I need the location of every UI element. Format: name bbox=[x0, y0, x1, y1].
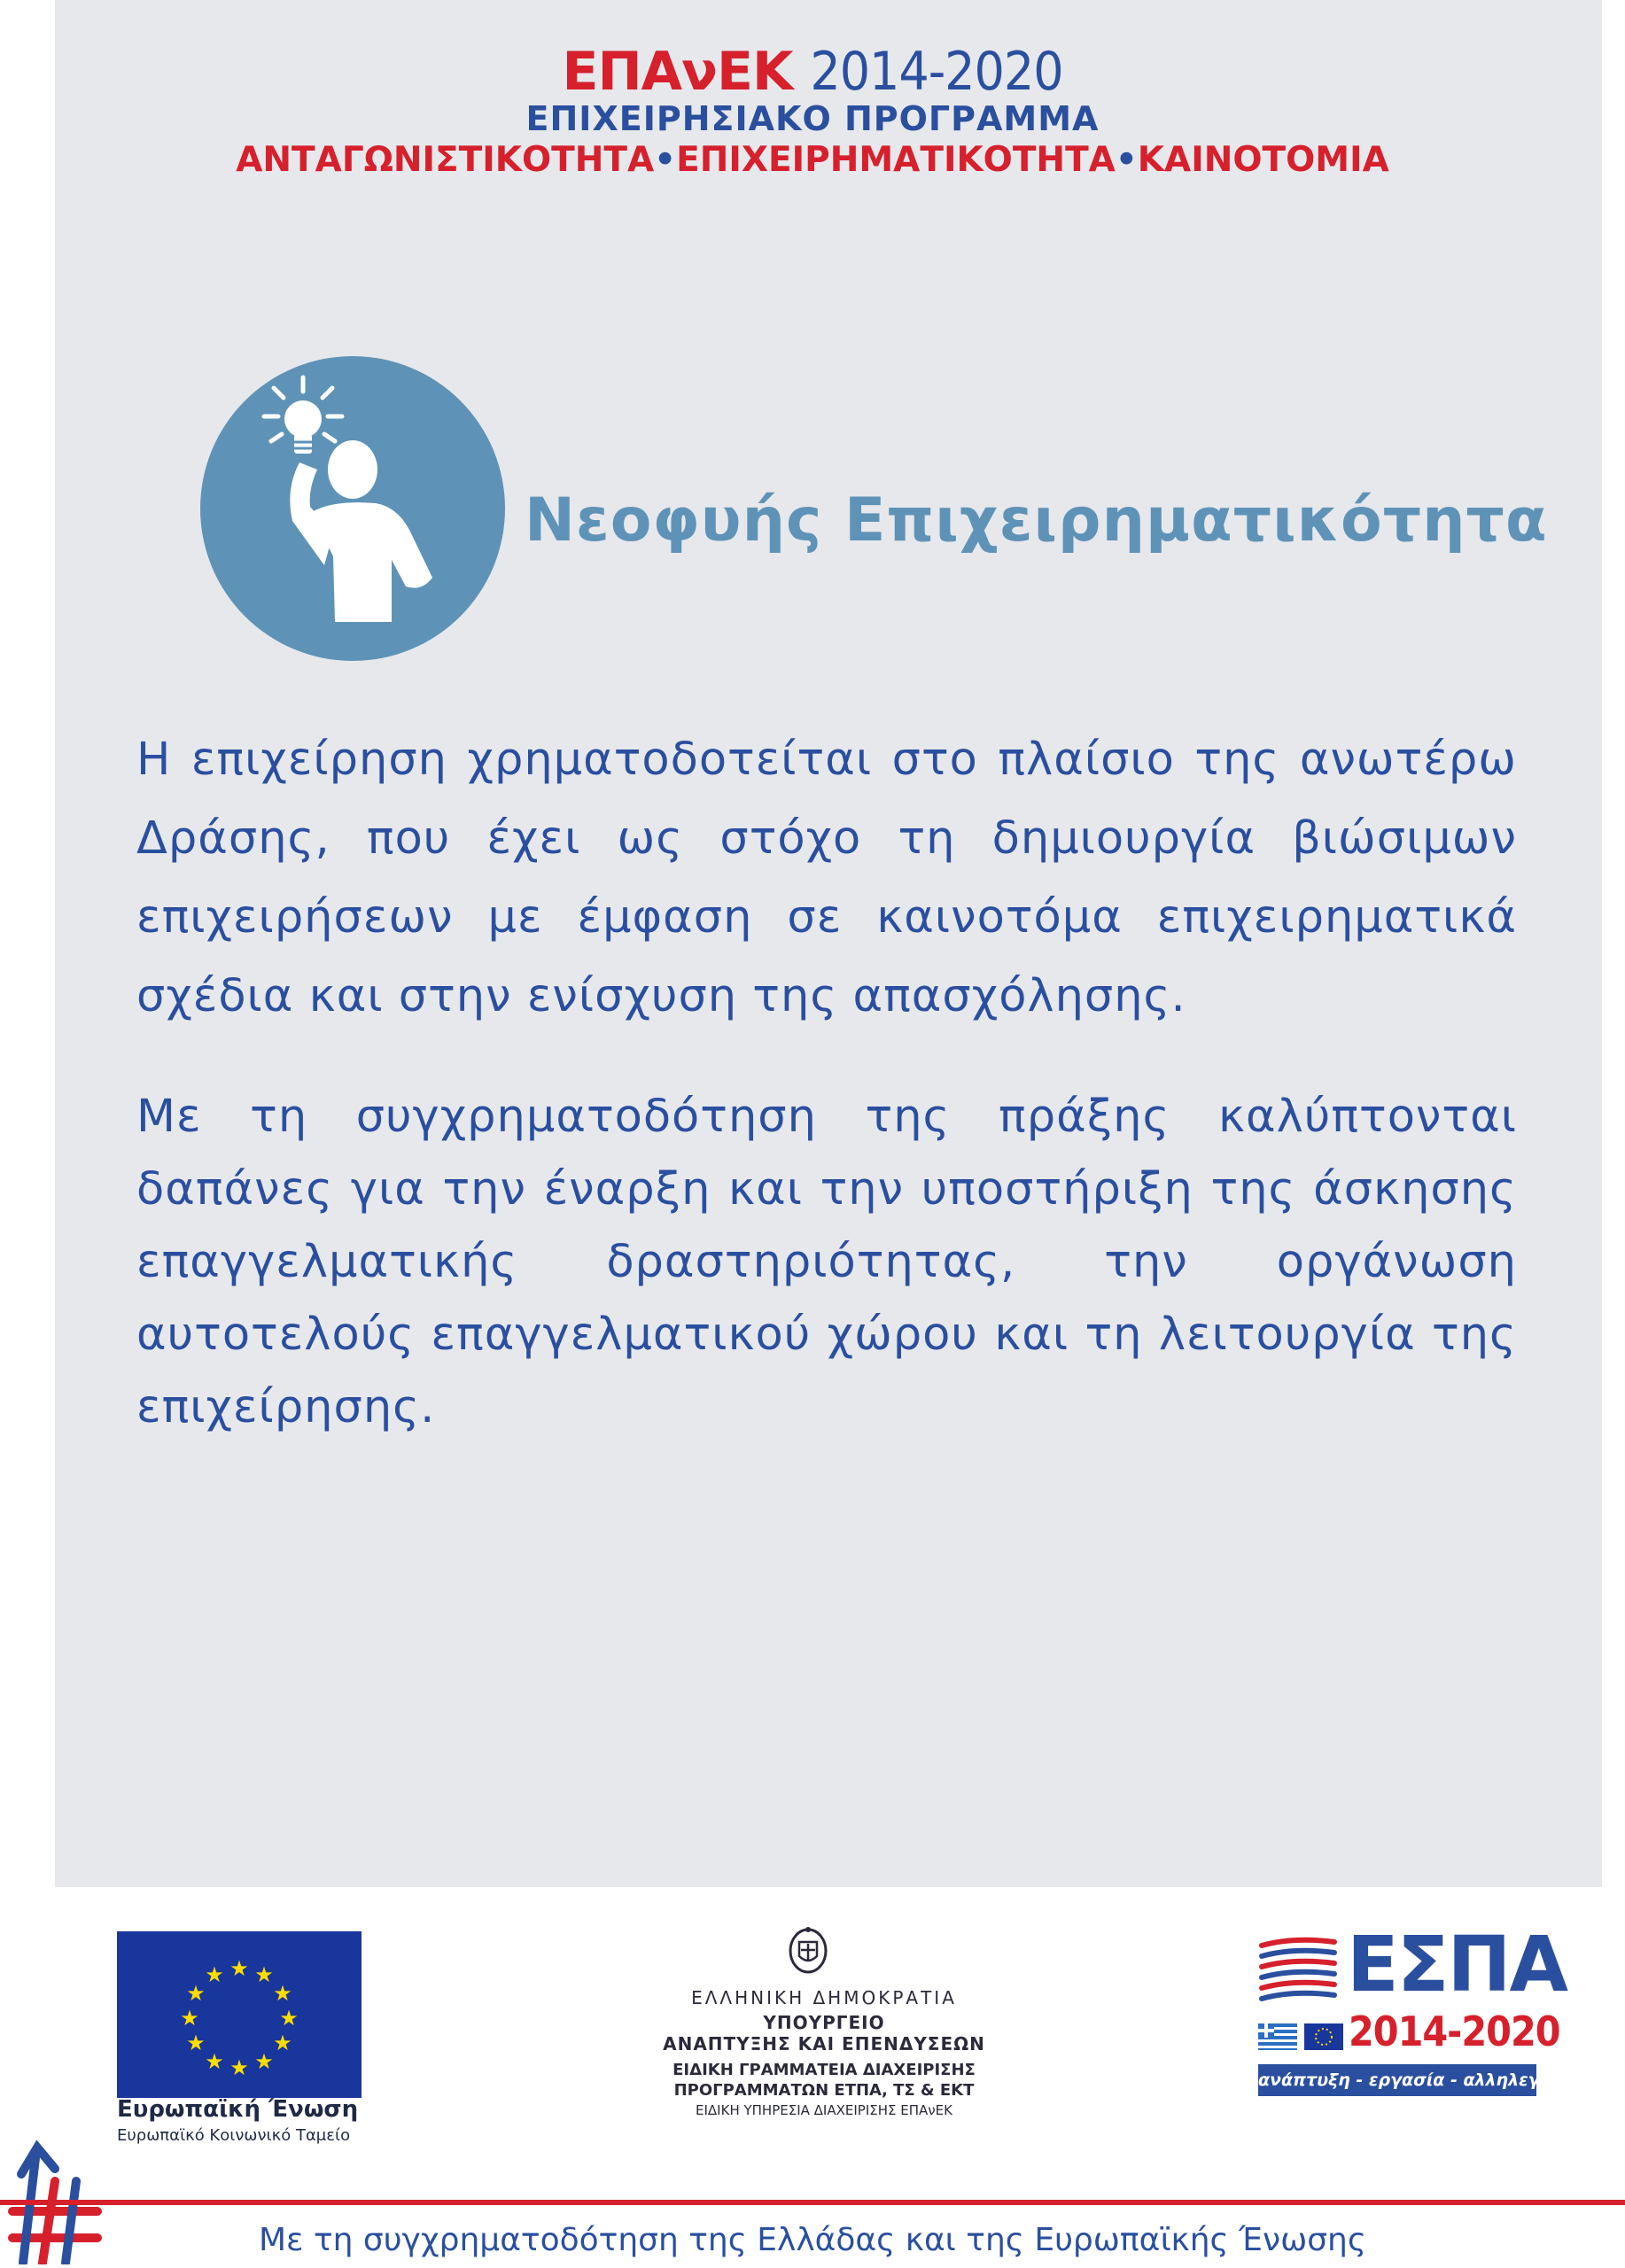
eu-name: Ευρωπαϊκή Ένωση bbox=[117, 2096, 359, 2123]
ministry-line-republic: ΕΛΛΗΝΙΚΗ ΔΗΜΟΚΡΑΤΙΑ bbox=[691, 1987, 957, 2008]
svg-text:★: ★ bbox=[279, 2006, 299, 2031]
pillar-separator: • bbox=[1115, 140, 1138, 180]
svg-text:★: ★ bbox=[229, 2055, 249, 2080]
ministry-line-ministry: ΥΠΟΥΡΓΕΙΟ bbox=[763, 2012, 885, 2033]
paragraph-eligible-costs: Με τη συγχρηματοδότηση της πράξης καλύπτονται δαπάνες για την έναρξη και την υποστήριξη της άσκησης επαγγελματικής δραστηριότητας, την οργάνωση αυτοτελούς επαγγελματικού χώρου και τη λειτουργία της επιχείρησης. bbox=[136, 1091, 1517, 1433]
greek-republic-emblem-icon bbox=[787, 1924, 829, 1976]
ministry-line-development: ΑΝΑΠΤΥΞΗΣ ΚΑΙ ΕΠΕΝΔΥΣΕΩΝ bbox=[663, 2033, 985, 2054]
svg-text:★: ★ bbox=[273, 1981, 292, 2006]
svg-text:★: ★ bbox=[186, 1981, 206, 2006]
espa-slogan: ανάπτυξη - εργασία - αλληλεγγύη bbox=[1258, 2064, 1536, 2096]
program-brand: ΕΠΑνΕΚ bbox=[562, 41, 793, 103]
svg-text:★: ★ bbox=[180, 2006, 199, 2031]
greece-eu-flags-icon bbox=[1258, 2023, 1347, 2050]
svg-text:★: ★ bbox=[254, 1962, 274, 1987]
pillar-competitiveness: ΑΝΤΑΓΩΝΙΣΤΙΚΟΤΗΤΑ bbox=[236, 140, 655, 180]
svg-text:★: ★ bbox=[186, 2031, 206, 2055]
ministry-line-service: ΕΙΔΙΚΗ ΥΠΗΡΕΣΙΑ ΔΙΑΧΕΙΡΙΣΗΣ ΕΠΑνΕΚ bbox=[696, 2102, 952, 2118]
program-subtitle: ΕΠΙΧΕΙΡΗΣΙΑΚΟ ΠΡΟΓΡΑΜΜΑ bbox=[525, 99, 1100, 138]
eu-flag-icon bbox=[117, 1931, 362, 2098]
cofunding-statement: Με τη συγχρηματοδότηση της Ελλάδας και της Ευρωπαϊκής Ένωσης bbox=[258, 2222, 1366, 2258]
svg-text:★: ★ bbox=[205, 2049, 224, 2074]
espa-title: ΕΣΠΑ bbox=[1347, 1921, 1567, 2009]
paragraph-funding-goal: Η επιχείρηση χρηματοδοτείται στο πλαίσιο της ανωτέρω Δράσης, που έχει ως στόχο τη δημιουργία βιώσιμων επιχειρήσεων με έμφαση σε καινοτόμα επιχειρηματικά σχέδια και στην ενίσχυση της απασχόλησης. bbox=[136, 734, 1517, 1022]
svg-text:★: ★ bbox=[273, 2031, 292, 2055]
svg-text:★: ★ bbox=[254, 2049, 274, 2074]
ministry-line-secretariat: ΕΙΔΙΚΗ ΓΡΑΜΜΑΤΕΙΑ ΔΙΑΧΕΙΡΙΣΗΣ bbox=[673, 2061, 976, 2079]
svg-text:★: ★ bbox=[205, 1962, 224, 1987]
footer-divider bbox=[0, 2200, 1625, 2205]
pillar-separator: • bbox=[654, 140, 677, 180]
program-logo-title bbox=[0, 41, 1625, 103]
program-years: 2014-2020 bbox=[810, 41, 1063, 103]
svg-text:★: ★ bbox=[229, 1956, 249, 1981]
program-pillars bbox=[0, 140, 1625, 180]
ministry-line-programmes: ΠΡΟΓΡΑΜΜΑΤΩΝ ΕΤΠΑ, ΤΣ & ΕΚΤ bbox=[673, 2081, 975, 2100]
section-title: Νεοφυής Επιχειρηματικότητα bbox=[525, 485, 1548, 555]
eu-fund-name: Ευρωπαϊκό Κοινωνικό Ταμείο bbox=[117, 2126, 351, 2145]
person-idea-icon bbox=[200, 356, 505, 661]
espa-wave-icon bbox=[1258, 1937, 1338, 2008]
pillar-innovation: ΚΑΙΝΟΤΟΜΙΑ bbox=[1137, 140, 1389, 180]
espa-years: 2014-2020 bbox=[1349, 2008, 1560, 2055]
pillar-entrepreneurship: ΕΠΙΧΕΙΡΗΜΑΤΙΚΟΤΗΤΑ bbox=[676, 140, 1116, 180]
